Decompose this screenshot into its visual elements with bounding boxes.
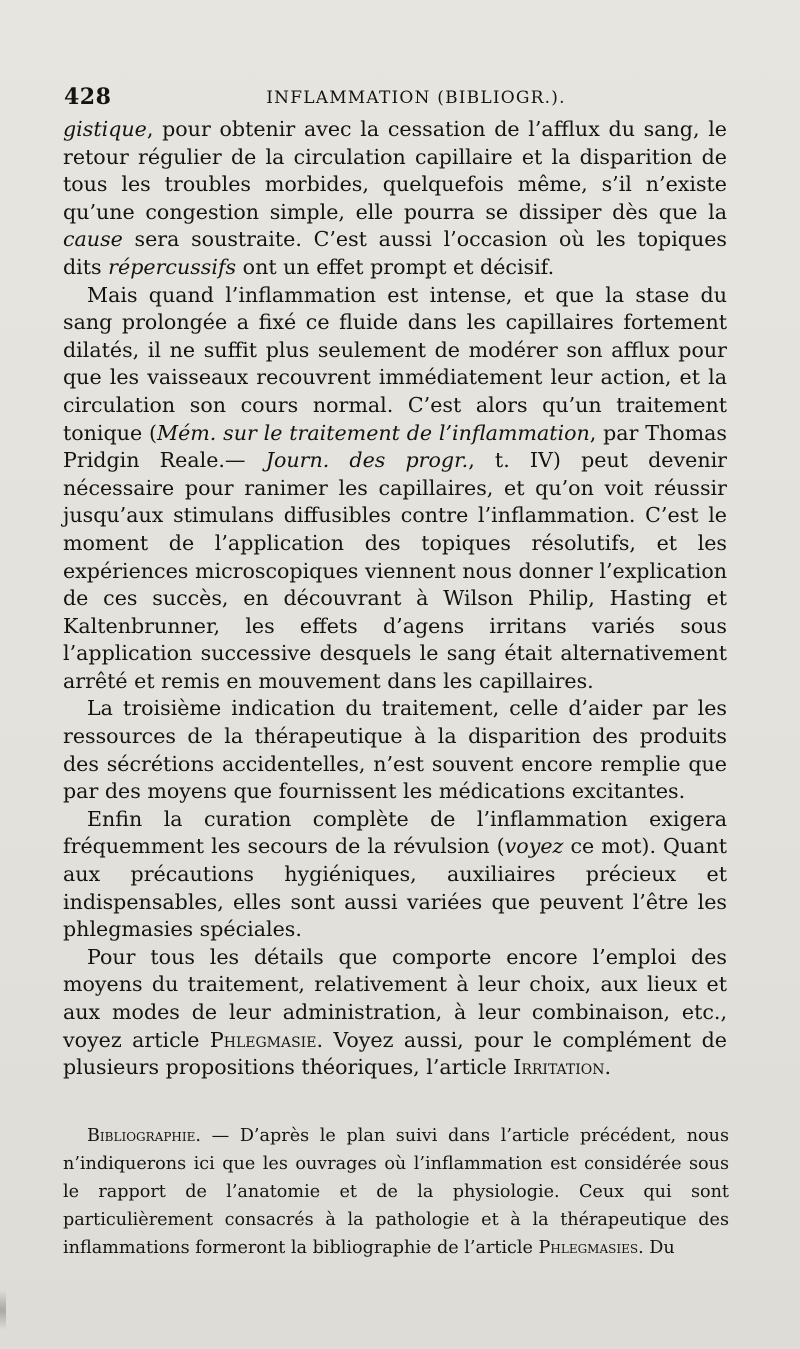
paragraph-3: La troisième indication du traitement, celle d’aider par les ressources de la thérapeutique à la disparition des produits des sécrétions accidentelles, n’est souvent encore remplie que par des moyens que fournissent les médications excitantes. bbox=[63, 696, 727, 804]
bibliography-label: Bibliographie bbox=[87, 1126, 196, 1146]
text-run: Pour tous les détails que comporte encore l’emploi des moyens du traitement, relativement à leur choix, aux lieux et aux modes de leur administration, à leur combinaison, etc., voyez article bbox=[63, 944, 727, 1052]
paragraph-2 bbox=[63, 282, 727, 696]
running-title: INFLAMMATION (BIBLIOGR.). bbox=[266, 88, 566, 108]
text-run: , par Thomas Pridgin Reale.— bbox=[63, 420, 728, 473]
page-header bbox=[64, 84, 728, 114]
bibliography-section bbox=[63, 1122, 729, 1262]
article-reference: Phlegmasies bbox=[538, 1238, 639, 1258]
text-run: . — D’après le plan suivi dans l’article précédent, nous n’indiquerons ici que les ouvrages où l’inflammation est considérée sous le rapport de l’anatomie et de la physiologie. Ceux qui sont particulièrement consacrés à la pathologie et à la thérapeutique des inflammations formeront la bibliographie de l’article bbox=[63, 1126, 729, 1258]
text-run: . Voyez aussi, pour le complément de plusieurs propositions théoriques, l’article bbox=[63, 1027, 727, 1080]
italic-term: gistique bbox=[63, 117, 147, 141]
text-run: sera soustraite. C’est aussi l’occasion où les topiques dits bbox=[63, 227, 727, 279]
body-text bbox=[63, 116, 727, 1082]
article-reference: Irritation bbox=[513, 1055, 605, 1080]
text-run: ce mot). Quant aux précautions hygiéniques, auxiliaires précieux et indispensables, elles sont aussi variées que peuvent l’être les phlegmasies spéciales. bbox=[63, 834, 728, 942]
text-run: ont un effet prompt et décisif. bbox=[236, 254, 555, 279]
paragraph-4 bbox=[63, 806, 727, 944]
text-run: , t. IV) peut devenir nécessaire pour ranimer les capillaires, et qu’on voit réussir jusqu’aux stimulans diffusibles contre l’inflammation. C’est le moment de l’application des topiques résolutifs, et les expériences microscopiques viennent nous donner l’explication de ces succès, en découvrant à Wilson Philip, Hasting et Kaltenbrunner, les effets d’agens irritans variés sous l’application successive desquels le sang était alternativement arrêté et remis en mouvement dans les capillaires. bbox=[63, 448, 728, 693]
text-run: Mais quand l’inflammation est intense, et que la stase du sang prolongée a fixé ce fluide dans les capillaires fortement dilatés, il ne suffit plus seulement de modérer son afflux pour que les vaisseaux recouvrent immédiatement leur action, et la circulation son cours normal. C’est alors qu’un traitement tonique ( bbox=[63, 282, 727, 445]
text-run: . Du bbox=[638, 1238, 675, 1258]
page-number: 428 bbox=[64, 84, 112, 110]
italic-citation: Journ. des progr. bbox=[265, 448, 469, 473]
italic-term: cause bbox=[63, 227, 123, 252]
text-run: , pour obtenir avec la cessation de l’afflux du sang, le retour régulier de la circulation capillaire et la disparition de tous les troubles morbides, quelquefois même, s’il n’existe qu’une congestion simple, elle pourra se dissiper dès que la bbox=[63, 117, 727, 224]
margin-mark bbox=[0, 1290, 6, 1330]
article-reference: Phlegmasie bbox=[209, 1027, 317, 1052]
italic-term: répercussifs bbox=[108, 254, 237, 279]
italic-citation: Mém. sur le traitement de l’inflammation bbox=[157, 420, 590, 445]
text-run: . bbox=[604, 1055, 612, 1080]
paragraph-5 bbox=[63, 944, 727, 1082]
paragraph-1 bbox=[63, 116, 727, 282]
italic-term: voyez bbox=[504, 834, 564, 859]
text-run: Enfin la curation complète de l’inflammation exigera fréquemment les secours de la révulsion ( bbox=[63, 806, 727, 859]
